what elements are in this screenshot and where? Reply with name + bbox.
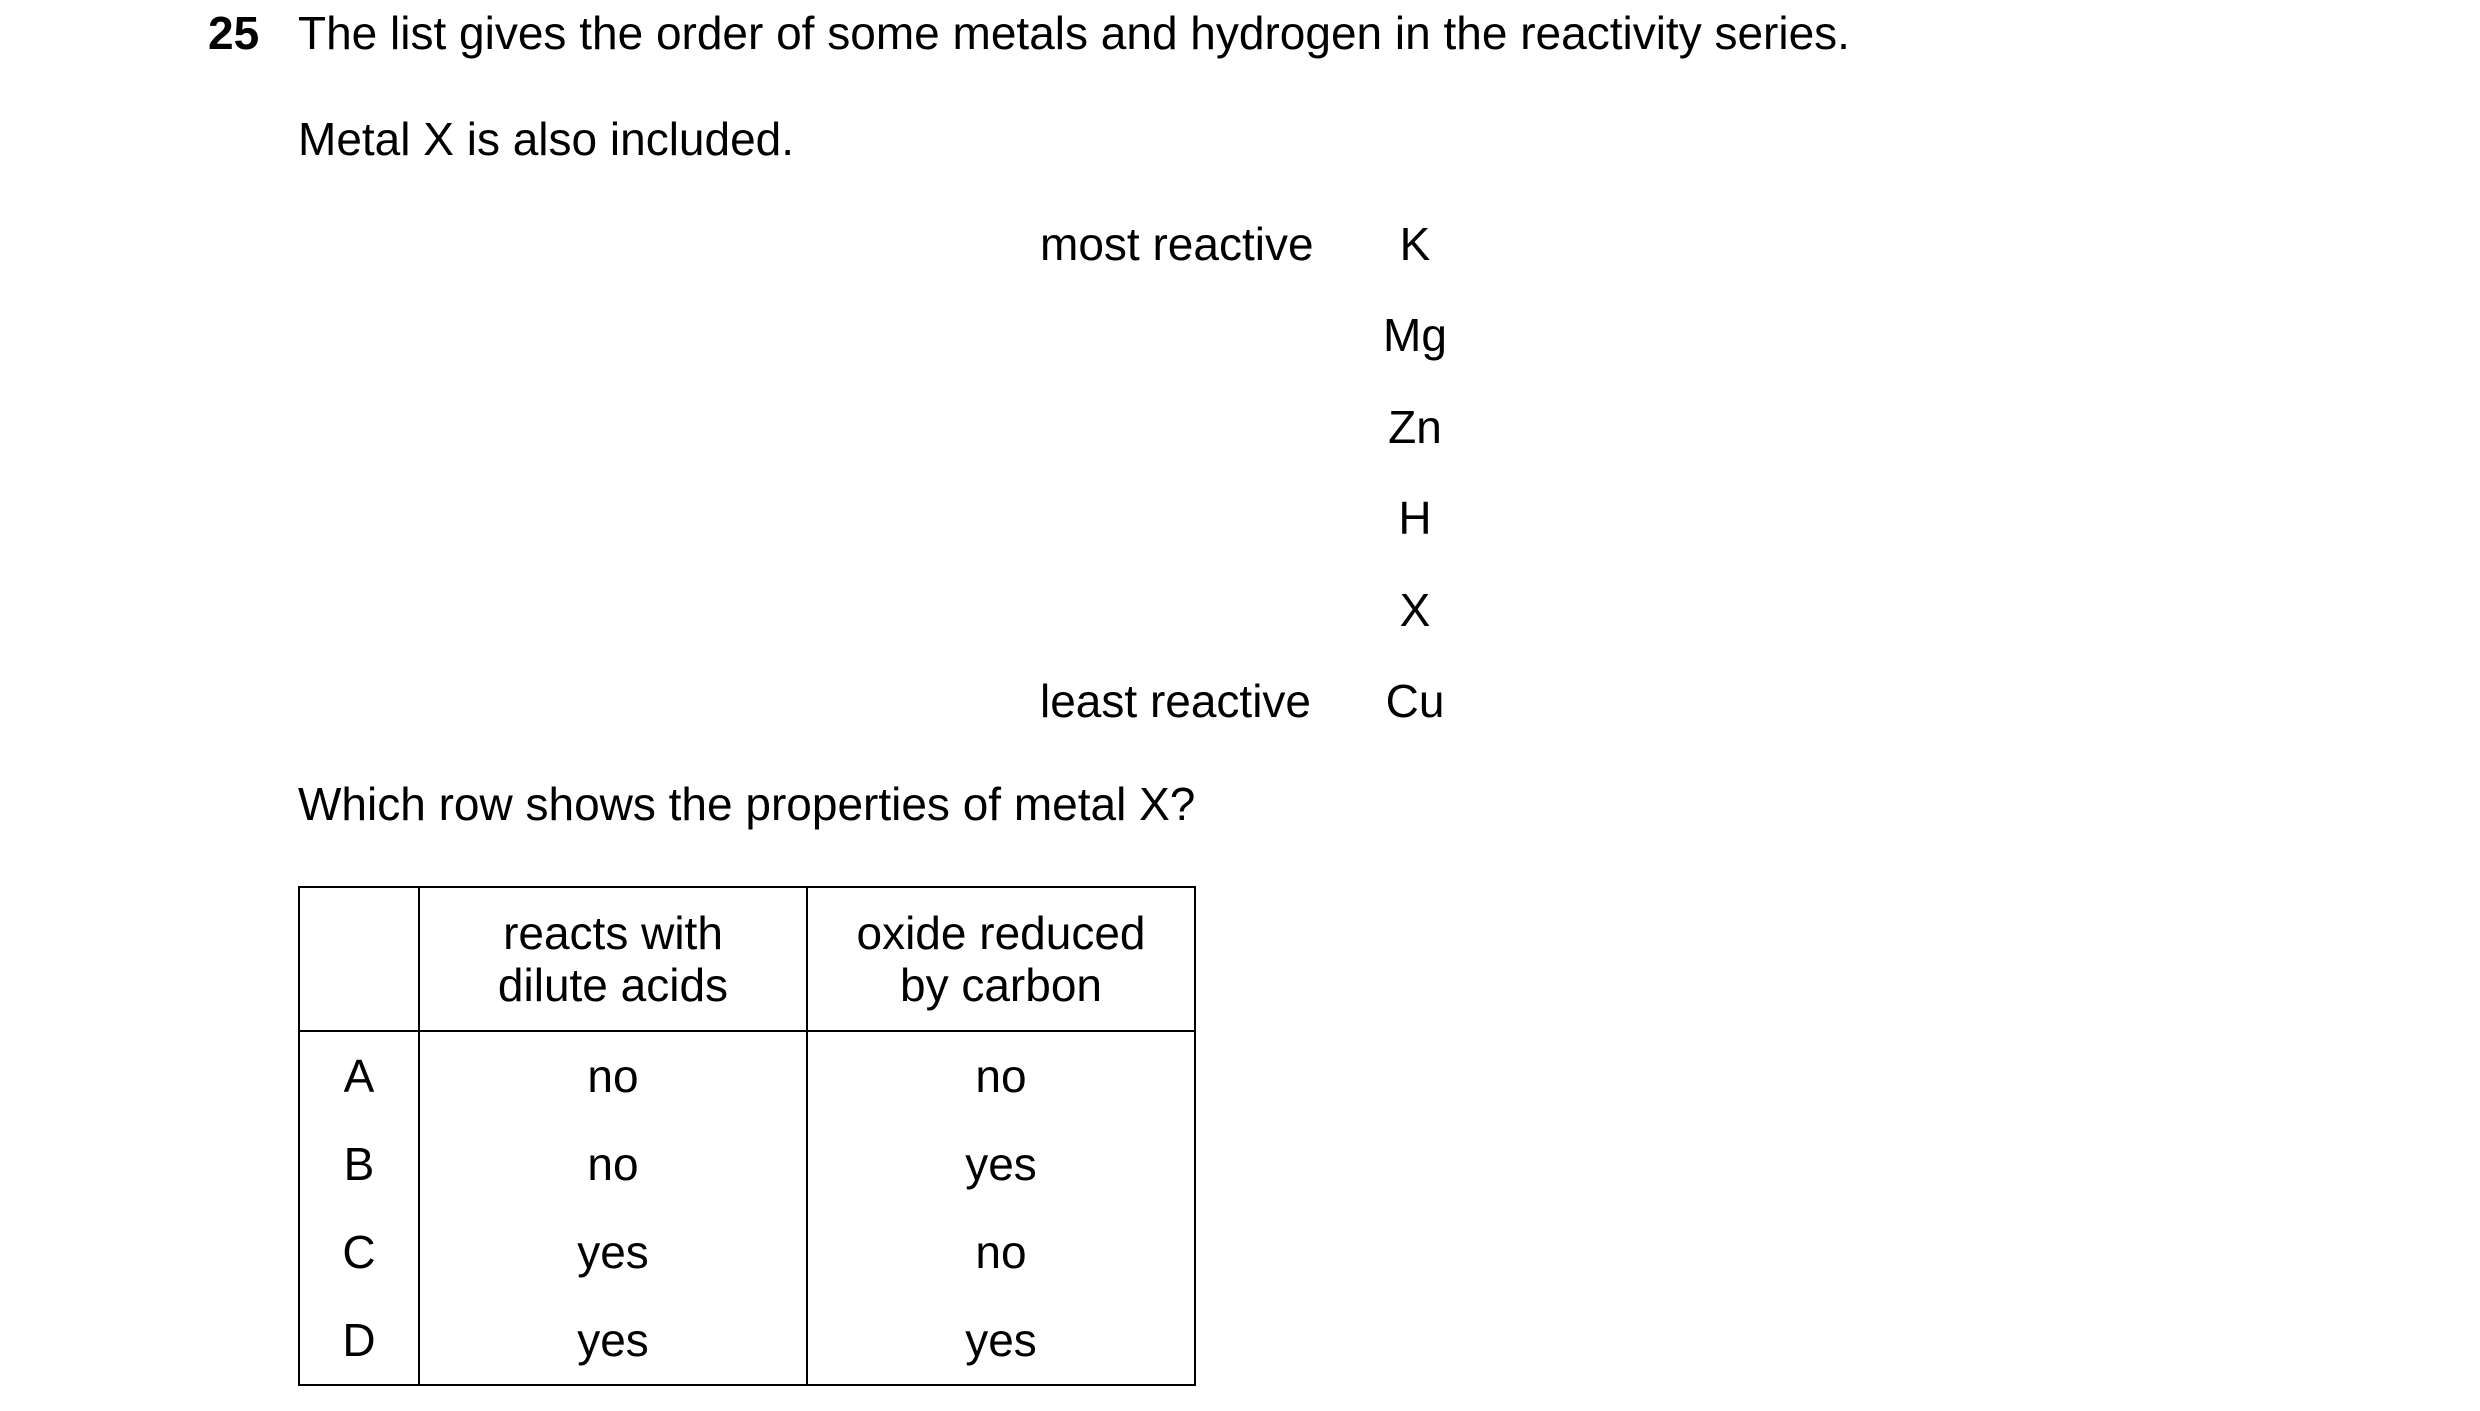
- reacts-cell: yes: [419, 1296, 807, 1385]
- reactivity-series-list: [1360, 215, 1470, 763]
- series-item-k: K: [1399, 218, 1431, 270]
- most-reactive-label: most reactive: [1040, 218, 1314, 270]
- reacts-cell: no: [419, 1120, 807, 1208]
- series-item-cu: Cu: [1385, 674, 1445, 727]
- table-row: [299, 1296, 1195, 1385]
- reduced-cell: yes: [807, 1120, 1195, 1208]
- reacts-cell: no: [419, 1031, 807, 1120]
- header-line: dilute acids: [497, 959, 729, 1011]
- reduced-cell: no: [807, 1208, 1195, 1296]
- reduced-cell: no: [807, 1031, 1195, 1120]
- question-number: 25: [208, 7, 260, 59]
- header-reacts-with-dilute-acids: [419, 887, 807, 1031]
- series-item-mg: Mg: [1383, 309, 1447, 362]
- reduced-cell: yes: [807, 1296, 1195, 1385]
- header-line: reacts with: [503, 907, 723, 959]
- option-letter: C: [299, 1208, 419, 1296]
- table-row: [299, 1208, 1195, 1296]
- header-line: by carbon: [899, 959, 1102, 1011]
- table-row: [299, 1120, 1195, 1208]
- options-table: [298, 886, 1196, 1386]
- question-sub-stem: Metal X is also included.: [298, 113, 795, 165]
- table-header-row: [299, 887, 1195, 1031]
- option-letter: B: [299, 1120, 419, 1208]
- header-option-cell: [299, 887, 419, 1031]
- table-row: [299, 1031, 1195, 1120]
- header-line: oxide reduced: [856, 907, 1146, 959]
- series-item-h: H: [1398, 492, 1432, 545]
- least-reactive-label: least reactive: [1040, 675, 1312, 727]
- question-stem: The list gives the order of some metals and hydrogen in the reactivity series.: [298, 7, 1850, 59]
- option-letter: D: [299, 1296, 419, 1385]
- series-item-x: X: [1399, 583, 1431, 636]
- series-item-zn: Zn: [1388, 400, 1442, 453]
- question-prompt: Which row shows the properties of metal X?: [298, 778, 1196, 830]
- option-letter: A: [299, 1031, 419, 1120]
- header-oxide-reduced-by-carbon: [807, 887, 1195, 1031]
- reacts-cell: yes: [419, 1208, 807, 1296]
